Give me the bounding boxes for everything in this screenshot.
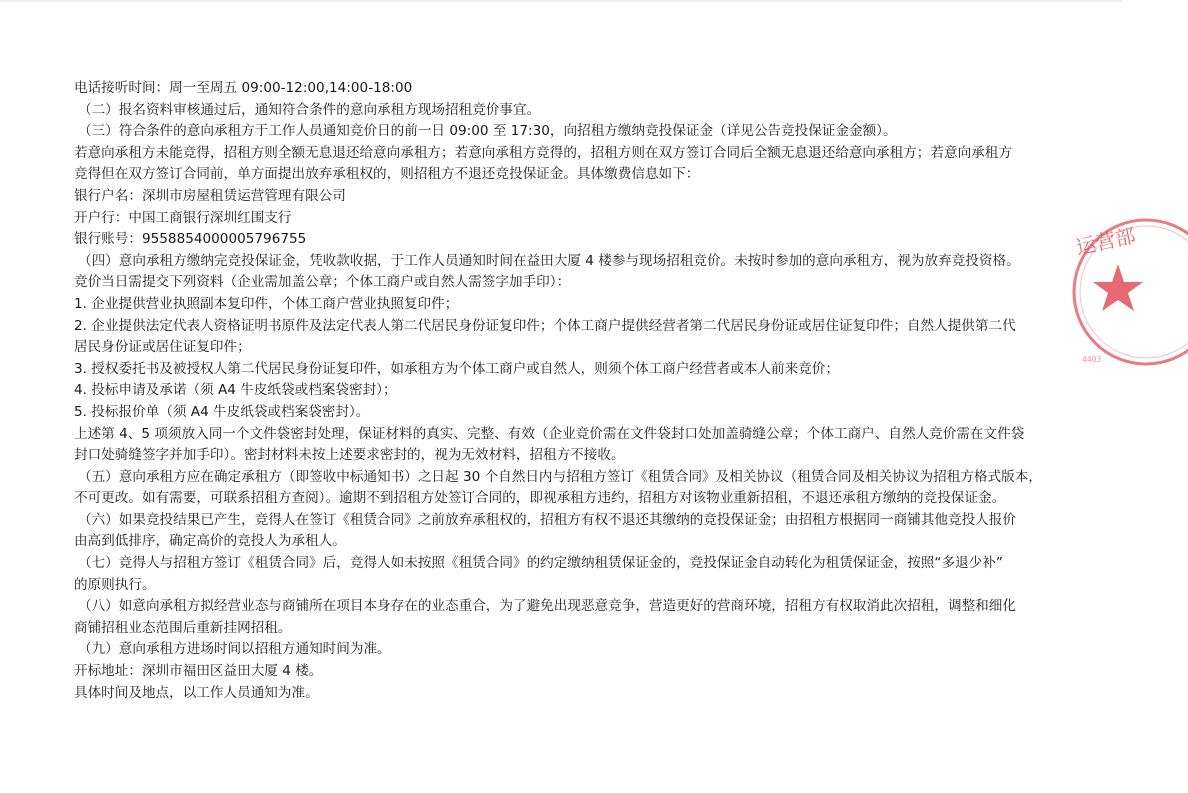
svg-text:4403: 4403 <box>1082 355 1102 364</box>
text-line: 由高到低排序，确定高价的竞投人为承租人。 <box>74 533 346 550</box>
svg-text:运营部: 运营部 <box>1073 223 1138 260</box>
text-line: 电话接听时间：周一至周五 09:00-12:00,14:00-18:00 <box>74 80 413 96</box>
text-line: 若意向承租方未能竞得，招租方则全额无息退还给意向承租方；若意向承租方竞得的，招租方则在双方签订合同后全额无息退还给意向承租方；若意向承租方 <box>74 144 1012 161</box>
text-line: （九）意向承租方进场时间以招租方通知时间为准。 <box>78 641 391 658</box>
list-item: 1. 企业提供营业执照副本复印件，个体工商户营业执照复印件； <box>74 295 459 312</box>
text-line: 商铺招租业态范围后重新挂网招租。 <box>74 619 292 636</box>
address-line: 开标地址：深圳市福田区益田大厦 4 楼。 <box>74 663 323 680</box>
list-item: 5. 投标报价单（须 A4 牛皮纸袋或档案袋密封）。 <box>74 403 370 420</box>
document-body <box>74 78 1064 704</box>
text-line: 竞得但在双方签订合同前，单方面提出放弃承租权的，则招租方不退还竞投保证金。具体缴费信息如下： <box>74 166 700 183</box>
bank-account-name: 银行户名：深圳市房屋租赁运营管理有限公司 <box>74 187 346 204</box>
seal-graphic <box>1068 212 1188 372</box>
list-item: 2. 企业提供法定代表人资格证明书原件及法定代表人第二代居民身份证复印件；个体工商户提供经营者第二代居民身份证或居住证复印件；自然人提供第二代 <box>74 317 1016 334</box>
text-line: （八）如意向承租方拟经营业态与商铺所在项目本身存在的业态重合，为了避免出现恶意竞争，营造更好的营商环境，招租方有权取消此次招租，调整和细化 <box>78 598 1016 615</box>
bank-account-number: 银行账号：9558854000005796755 <box>74 231 307 248</box>
text-line: 居民身份证或居住证复印件； <box>74 339 251 356</box>
text-line: （四）意向承租方缴纳完竞投保证金，凭收款收据，于工作人员通知时间在益田大厦 4 楼参与现场招租竞价。未按时参加的意向承租方，视为放弃竞投资格。 <box>78 252 1020 269</box>
text-line: 不可更改。如有需要，可联系招租方查阅）。逾期不到招租方处签订合同的，即视承租方违约，招租方对该物业重新招租，不退还承租方缴纳的竞投保证金。 <box>74 490 1006 507</box>
text-line: （三）符合条件的意向承租方于工作人员通知竞价日的前一日 09:00 至 17:30，向招租方缴纳竞投保证金（详见公告竞投保证金金额）。 <box>78 123 897 140</box>
text-line: 上述第 4、5 项须放入同一个文件袋密封处理，保证材料的真实、完整、有效（企业竞价需在文件袋封口处加盖骑缝公章；个体工商户、自然人竞价需在文件袋 <box>74 425 1025 442</box>
text-line: 的原则执行。 <box>74 576 156 593</box>
text-line: （六）如果竞投结果已产生，竞得人在签订《租赁合同》之前放弃承租权的，招租方有权不退还其缴纳的竞投保证金；由招租方根据同一商铺其他竞投人报价 <box>78 511 1016 528</box>
text-line: （五）意向承租方应在确定承租方（即签收中标通知书）之日起 30 个自然日内与招租方签订《租赁合同》及相关协议（租赁合同及相关协议为招租方格式版本， <box>78 468 1042 485</box>
official-seal <box>1068 212 1188 372</box>
list-item: 3. 授权委托书及被授权人第二代居民身份证复印件，如承租方为个体工商户或自然人，则须个体工商户经营者或本人前来竞价； <box>74 360 839 377</box>
text-line: 具体时间及地点，以工作人员通知为准。 <box>74 684 319 701</box>
scan-edge <box>0 0 1122 3</box>
list-item: 4. 投标申请及承诺（须 A4 牛皮纸袋或档案袋密封）； <box>74 382 397 399</box>
text-line: （二）报名资料审核通过后，通知符合条件的意向承租方现场招租竞价事宜。 <box>78 101 541 118</box>
text-line: 封口处骑缝签字并加手印）。密封材料未按上述要求密封的，视为无效材料，招租方不接收。 <box>74 447 625 464</box>
bank-branch: 开户行：中国工商银行深圳红围支行 <box>74 209 292 226</box>
text-line: （七）竞得人与招租方签订《租赁合同》后，竞得人如未按照《租赁合同》的约定缴纳租赁保证金的，竞投保证金自动转化为租赁保证金，按照“多退少补” <box>78 555 1003 572</box>
text-line: 竞价当日需提交下列资料（企业需加盖公章；个体工商户或自然人需签字加手印）： <box>74 274 571 291</box>
